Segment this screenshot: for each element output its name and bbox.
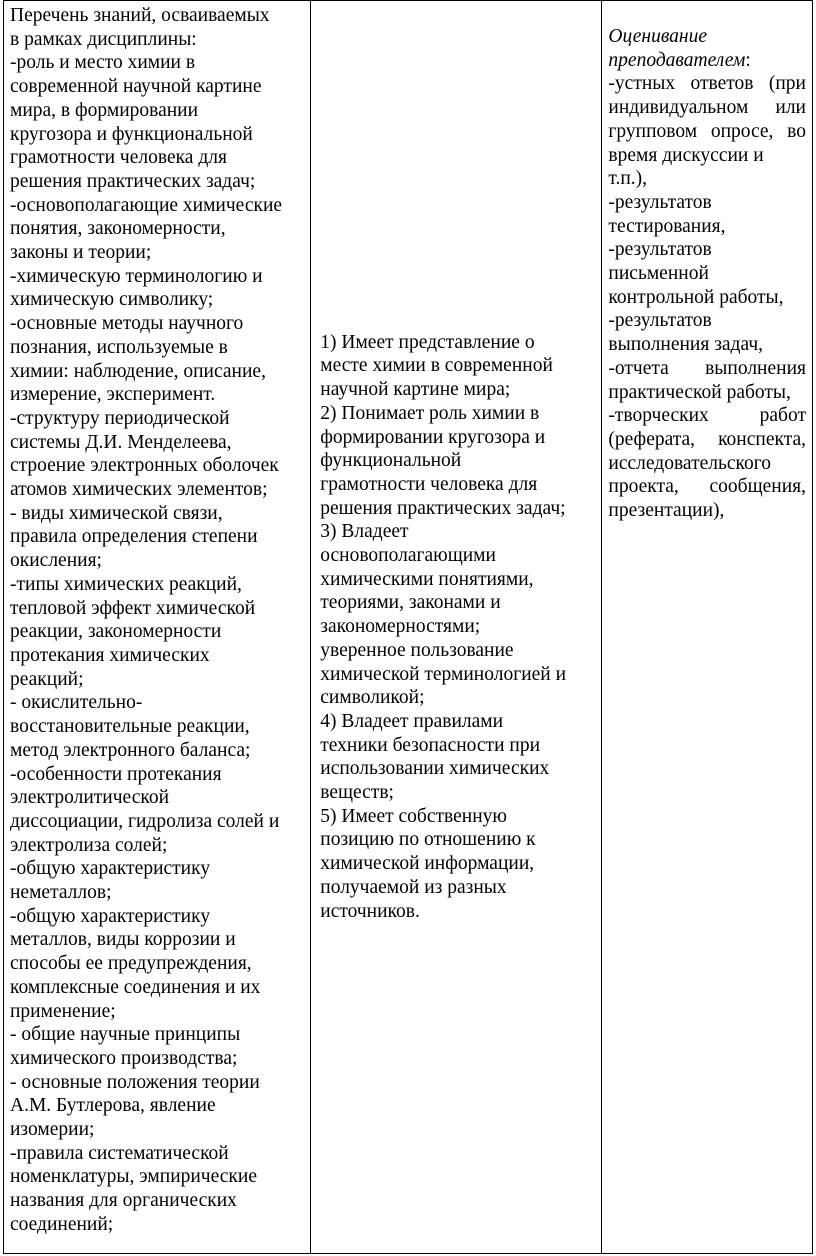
knowledge-line: восстановительные реакции, xyxy=(10,716,250,738)
result-line: химическими понятиями, xyxy=(320,568,534,590)
result-line: источников. xyxy=(320,900,420,922)
knowledge-line: названия для органических xyxy=(10,1190,237,1212)
assessment-line: -устных ответов (при xyxy=(608,73,806,95)
knowledge-line: измерение, эксперимент. xyxy=(10,384,216,406)
knowledge-line: -основные методы научного xyxy=(10,313,244,335)
assessment-heading-line-1: Оценивание xyxy=(608,26,707,47)
knowledge-line: -типы химических реакций, xyxy=(10,573,242,595)
knowledge-line: -структуру периодической xyxy=(10,407,230,429)
knowledge-line: химии: наблюдение, описание, xyxy=(10,360,266,382)
knowledge-line: реакций; xyxy=(10,668,84,690)
knowledge-line: реакции, закономерности xyxy=(10,621,222,643)
knowledge-line: -основополагающие химические xyxy=(10,194,283,216)
result-line: научной картине мира; xyxy=(320,379,511,401)
knowledge-line: окисления; xyxy=(10,550,102,572)
knowledge-line: комплексные соединения и их xyxy=(10,976,261,998)
result-line: 2) Понимает роль химии в xyxy=(320,402,540,424)
assessment-line: -результатов xyxy=(608,239,712,261)
assessment-line: -отчета выполнения xyxy=(608,357,806,379)
result-line: химической терминологией и xyxy=(320,663,567,685)
knowledge-line: строение электронных оболочек xyxy=(10,455,279,477)
knowledge-line: электролиза солей; xyxy=(10,834,168,856)
assessment-line: контрольной работы, xyxy=(608,286,784,308)
knowledge-line: грамотности человека для xyxy=(10,147,227,169)
assessment-line: письменной xyxy=(608,263,709,285)
knowledge-line: применение; xyxy=(10,1000,116,1022)
result-line: решения практических задач; xyxy=(320,497,566,519)
knowledge-line: электролитической xyxy=(10,787,170,809)
knowledge-line: атомов химических элементов; xyxy=(10,479,268,501)
assessment-line: презентации), xyxy=(608,500,725,522)
result-line: месте химии в современной xyxy=(320,355,553,377)
knowledge-line: современной научной картине xyxy=(10,76,262,98)
knowledge-line: понятия, закономерности, xyxy=(10,218,226,240)
result-line: уверенное пользование xyxy=(320,639,514,661)
knowledge-line: способы ее предупреждения, xyxy=(10,953,252,975)
knowledge-line: мира, в формировании xyxy=(10,99,199,121)
knowledge-line: изомерии; xyxy=(10,1119,95,1141)
assessment-line: практической работы, xyxy=(608,381,791,403)
competency-table xyxy=(3,0,813,1254)
knowledge-line: протекания химических xyxy=(10,644,210,666)
knowledge-line: решения практических задач; xyxy=(10,170,256,192)
result-line: использовании химических xyxy=(320,758,550,780)
result-line: грамотности человека для xyxy=(320,473,538,495)
result-line: техники безопасности при xyxy=(320,734,541,756)
assessment-heading-colon: : xyxy=(745,49,751,71)
result-line: получаемой из разных xyxy=(320,876,507,898)
assessment-wrapper xyxy=(602,1,812,523)
result-line: 4) Владеет правилами xyxy=(320,710,504,732)
result-line: закономерностями; xyxy=(320,616,481,638)
results-cell xyxy=(311,1,602,1254)
assessment-line: (реферата, конспекта, xyxy=(608,428,806,450)
result-line: химической информации, xyxy=(320,853,535,875)
result-line: основополагающими xyxy=(320,545,496,567)
result-line: функциональной xyxy=(320,450,462,472)
result-line: позицию по отношению к xyxy=(320,829,536,851)
result-line: теориями, законами и xyxy=(320,592,501,614)
assessment-line: -результатов xyxy=(608,310,712,332)
knowledge-line: тепловой эффект химической xyxy=(10,597,256,619)
knowledge-line: А.М. Бутлерова, явление xyxy=(10,1095,216,1117)
knowledge-line: соединений; xyxy=(10,1213,114,1235)
knowledge-line: в рамках дисциплины: xyxy=(10,28,197,50)
assessment-line: выполнения задач, xyxy=(608,334,764,356)
result-line: 5) Имеет собственную xyxy=(320,805,507,827)
knowledge-line: -правила систематической xyxy=(10,1142,229,1164)
knowledge-line: диссоциации, гидролиза солей и xyxy=(10,810,280,832)
knowledge-line: законы и теории; xyxy=(10,242,152,264)
assessment-heading-line-2 xyxy=(608,49,806,73)
knowledge-line: -роль и место химии в xyxy=(10,52,196,74)
assessment-line: -результатов xyxy=(608,191,712,213)
knowledge-line: - основные положения теории xyxy=(10,1071,260,1093)
knowledge-line: -общую характеристику xyxy=(10,905,211,927)
knowledge-line: номенклатуры, эмпирические xyxy=(10,1166,257,1188)
assessment-cell xyxy=(602,1,813,1254)
assessment-list xyxy=(608,72,806,522)
knowledge-line: химическую символику; xyxy=(10,289,214,311)
assessment-line: проекта, сообщения, xyxy=(608,476,806,498)
knowledge-list xyxy=(4,1,310,1237)
knowledge-line: - виды химической связи, xyxy=(10,502,223,524)
results-wrapper xyxy=(311,1,601,1253)
knowledge-line: познания, используемые в xyxy=(10,336,228,358)
assessment-line: индивидуальном или xyxy=(608,97,806,119)
knowledge-line: -особенности протекания xyxy=(10,763,222,785)
assessment-heading-word: преподавателем xyxy=(608,49,746,71)
result-line: формировании кругозора и xyxy=(320,426,546,448)
knowledge-line: химического производства; xyxy=(10,1047,238,1069)
knowledge-cell xyxy=(4,1,311,1254)
assessment-line: т.п.), xyxy=(608,168,648,190)
result-line: символикой; xyxy=(320,687,425,709)
assessment-line: -творческих работ xyxy=(608,405,806,427)
knowledge-line: системы Д.И. Менделеева, xyxy=(10,431,232,453)
knowledge-line: Перечень знаний, осваиваемых xyxy=(10,5,270,26)
assessment-line: групповом опросе, во xyxy=(608,120,806,142)
results-list xyxy=(320,331,593,924)
knowledge-line: -общую характеристику xyxy=(10,858,211,880)
result-line: веществ; xyxy=(320,782,394,804)
knowledge-line: металлов, виды коррозии и xyxy=(10,929,236,951)
knowledge-line: кругозора и функциональной xyxy=(10,123,253,145)
knowledge-line: - общие научные принципы xyxy=(10,1024,241,1046)
assessment-line: тестирования, xyxy=(608,215,726,237)
knowledge-line: правила определения степени xyxy=(10,526,258,548)
knowledge-line: метод электронного баланса; xyxy=(10,739,251,761)
assessment-line: исследовательского xyxy=(608,452,772,474)
assessment-line: время дискуссии и xyxy=(608,144,764,166)
knowledge-line: неметаллов; xyxy=(10,882,112,904)
knowledge-line: - окислительно- xyxy=(10,692,143,714)
knowledge-line: -химическую терминологию и xyxy=(10,265,263,287)
result-line: 3) Владеет xyxy=(320,521,409,543)
table-row xyxy=(4,1,813,1254)
result-line: 1) Имеет представление о xyxy=(320,331,535,353)
